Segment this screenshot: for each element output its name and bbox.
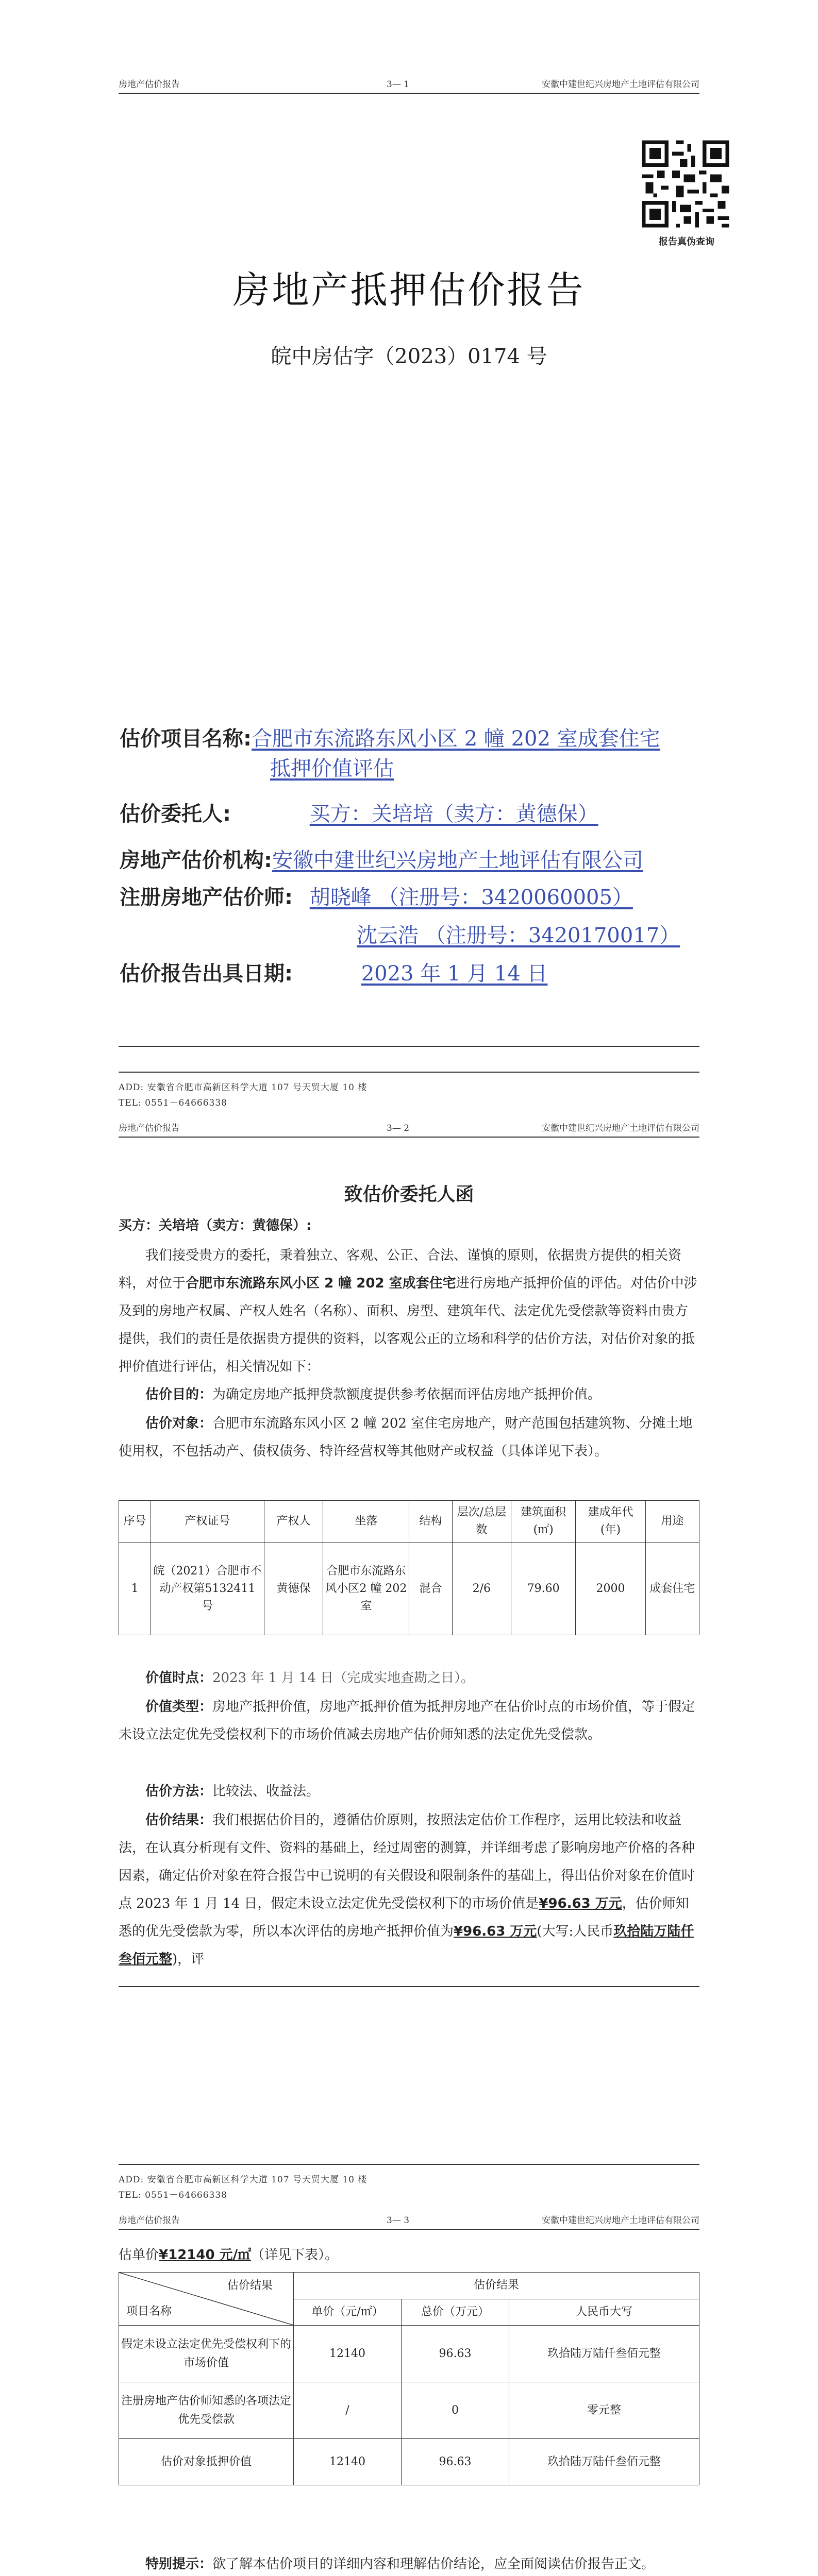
cover-divider: [119, 1046, 699, 1047]
page-header: [119, 1121, 699, 1138]
page-cover: [0, 0, 818, 876]
valuation-result: 估价结果：我们根据估价目的，遵循估价原则，按照法定估价工作程序，运用比较法和收益法，在认真分析现有文件、资料的基础上，经过周密的测算，并详细考虑了影响房地产价格的各种因素，确定估价对象在符合报告中已说明的有关假设和限制条件的基础上，得出估价对象在价值时点 2023 年 1 月 14 日，假定未设立法定优先受偿权利下的市场价值是¥96.63 万元，估价师知悉的优先受偿款为零，所以本次评估的房地产抵押价值为¥96.63 万元(大写:人民币玖拾陆万陆仟叁佰元整)，评: [119, 1812, 695, 1967]
corner-cell: 估价结果 项目名称: [119, 2273, 294, 2326]
header-left: 房地产估价报告: [119, 2215, 180, 2226]
project-name-row-2: [270, 752, 394, 782]
table-row: 注册房地产估价师知悉的各项法定优先受偿款 / 0 零元整: [119, 2382, 699, 2439]
header-company: 安徽中建世纪兴房地产土地评估有限公司: [542, 2215, 699, 2226]
footer-address: ADD: 安徽省合肥市高新区科学大道 107 号天贸大厦 10 楼: [119, 1082, 368, 1093]
table-row: 1 皖（2021）合肥市不动产权第5132411 号 黄德保 合肥市东流路东风小区2 幢 202 室 混合 2/6 79.60 2000 成套住宅: [119, 1543, 699, 1635]
date-value: 2023 年 1 月 14 日: [361, 962, 548, 986]
footer-tel: TEL: 0551－64666338: [119, 2190, 227, 2200]
client-value: 买方：关培培（卖方：黄德保）: [309, 802, 598, 826]
agency-value: 安徽中建世纪兴房地产土地评估有限公司: [272, 849, 643, 872]
date-label: 估价报告出具日期:: [120, 962, 293, 986]
value-type: 价值类型：房地产抵押价值，房地产抵押价值为抵押房地产在估价时点的市场价值，等于假定未设立法定优先受偿权利下的市场价值减去房地产估价师知悉的法定优先受偿款。: [119, 1699, 695, 1742]
project-name-value-2: 抵押价值评估: [270, 757, 394, 781]
property-table: [119, 1500, 699, 1635]
page-footer: [119, 2164, 699, 2203]
appraiser-row: [120, 881, 633, 910]
table-header-row: 序号 产权证号 产权人 坐落 结构 层次/总层数 建筑面积(㎡) 建成年代(年) 用途: [119, 1501, 699, 1543]
project-name-value: 合肥市东流路东风小区 2 幢 202 室成套住宅: [252, 727, 660, 751]
valuation-object: 估价对象：合肥市东流路东风小区 2 幢 202 室住宅房地产，财产范围包括建筑物、分摊土地使用权，不包括动产、债权债务、特许经营权等其他财产或权益（具体详见下表）。: [119, 1416, 693, 1459]
agency-row: [120, 844, 643, 873]
page-results: [0, 2164, 818, 2576]
appraiser-row-2: [357, 919, 680, 948]
project-name-label: 估价项目名称:: [120, 727, 252, 751]
client-label: 估价委托人:: [120, 802, 231, 826]
table-row: 假定未设立法定优先受偿权利下的市场价值 12140 96.63 玖拾陆万陆仟叁佰元整: [119, 2326, 699, 2382]
agency-label: 房地产估价机构:: [120, 849, 272, 872]
header-company: 安徽中建世纪兴房地产土地评估有限公司: [542, 1123, 699, 1133]
letter-title: 致估价委托人函: [344, 1184, 474, 1205]
unit-price-line: 估单价¥12140 元/㎡（详见下表）。: [119, 2247, 339, 2263]
table-row: 估价对象抵押价值 12140 96.63 玖拾陆万陆仟叁佰元整: [119, 2439, 699, 2485]
letter-addressee: 买方：关培培（卖方：黄德保）:: [119, 1218, 312, 1233]
project-name-row: [120, 722, 660, 752]
footer-address: ADD: 安徽省合肥市高新区科学大道 107 号天贸大厦 10 楼: [119, 2175, 368, 2185]
letter-intro: 我们接受贵方的委托，秉着独立、客观、公正、合法、谨慎的原则，依据贵方提供的相关资料，对位于合肥市东流路东风小区 2 幢 202 室成套住宅进行房地产抵押价值的评估。对估价中涉及到的房地产权属、产权人姓名（名称）、面积、房型、建筑年代、法定优先受偿款等资料由贵方提供，我们的责任是依据贵方提供的资料，以客观公正的立场和科学的估价方法，对估价对象的抵押价值进行评估，相关情况如下：: [119, 1248, 697, 1375]
qr-caption: 报告真伪查询: [659, 236, 714, 247]
report-number: 皖中房估字（2023）0174 号: [271, 345, 547, 368]
value-date: 价值时点：2023 年 1 月 14 日（完成实地查勘之日）。: [145, 1670, 475, 1686]
header-company: 安徽中建世纪兴房地产土地评估有限公司: [542, 79, 699, 90]
appraiser-2: 沈云浩 （注册号：3420170017）: [357, 924, 680, 947]
header-page-number: 3— 2: [387, 1123, 410, 1133]
client-row: [120, 798, 598, 827]
page-header: [119, 77, 699, 94]
header-left: 房地产估价报告: [119, 1123, 180, 1133]
page-letter: [0, 1072, 818, 2164]
cover-title: 房地产抵押估价报告: [232, 268, 586, 312]
special-note: 特别提示：欲了解本估价项目的详细内容和理解估价结论，应全面阅读估价报告正文。: [145, 2556, 655, 2572]
appraiser-label: 注册房地产估价师:: [120, 886, 293, 909]
footer-tel: TEL: 0551－64666338: [119, 1098, 227, 1108]
header-page-number: 3— 3: [387, 2215, 410, 2226]
header-page-number: 3— 1: [387, 79, 410, 90]
valuation-method: 估价方法：比较法、收益法。: [145, 1784, 320, 1799]
header-left: 房地产估价报告: [119, 79, 180, 90]
result-table: 估价结果 项目名称 估价结果 单价（元/㎡） 总价（万元） 人民币大写 假定未设立法定优先受偿权利下的市场价值 12140 96.63 玖拾陆万陆仟叁佰元整 注册房地产估价师知悉的各项法定优先受偿款 / 0 零元整 估价对象抵押价值 12140 96.63 玖拾陆万陆仟叁佰元整: [119, 2272, 699, 2485]
purpose: 估价目的：为确定房地产抵押贷款额度提供参考依据而评估房地产抵押价值。: [145, 1387, 602, 1402]
page-header: [119, 2213, 699, 2230]
appraiser-1: 胡晓峰 （注册号：3420060005）: [309, 886, 633, 909]
date-row: [120, 957, 547, 987]
page-footer: [119, 1072, 699, 1111]
page-divider: [119, 1986, 699, 1987]
page-cover-bottom: [0, 876, 818, 1072]
qr-code-icon[interactable]: [638, 137, 733, 231]
